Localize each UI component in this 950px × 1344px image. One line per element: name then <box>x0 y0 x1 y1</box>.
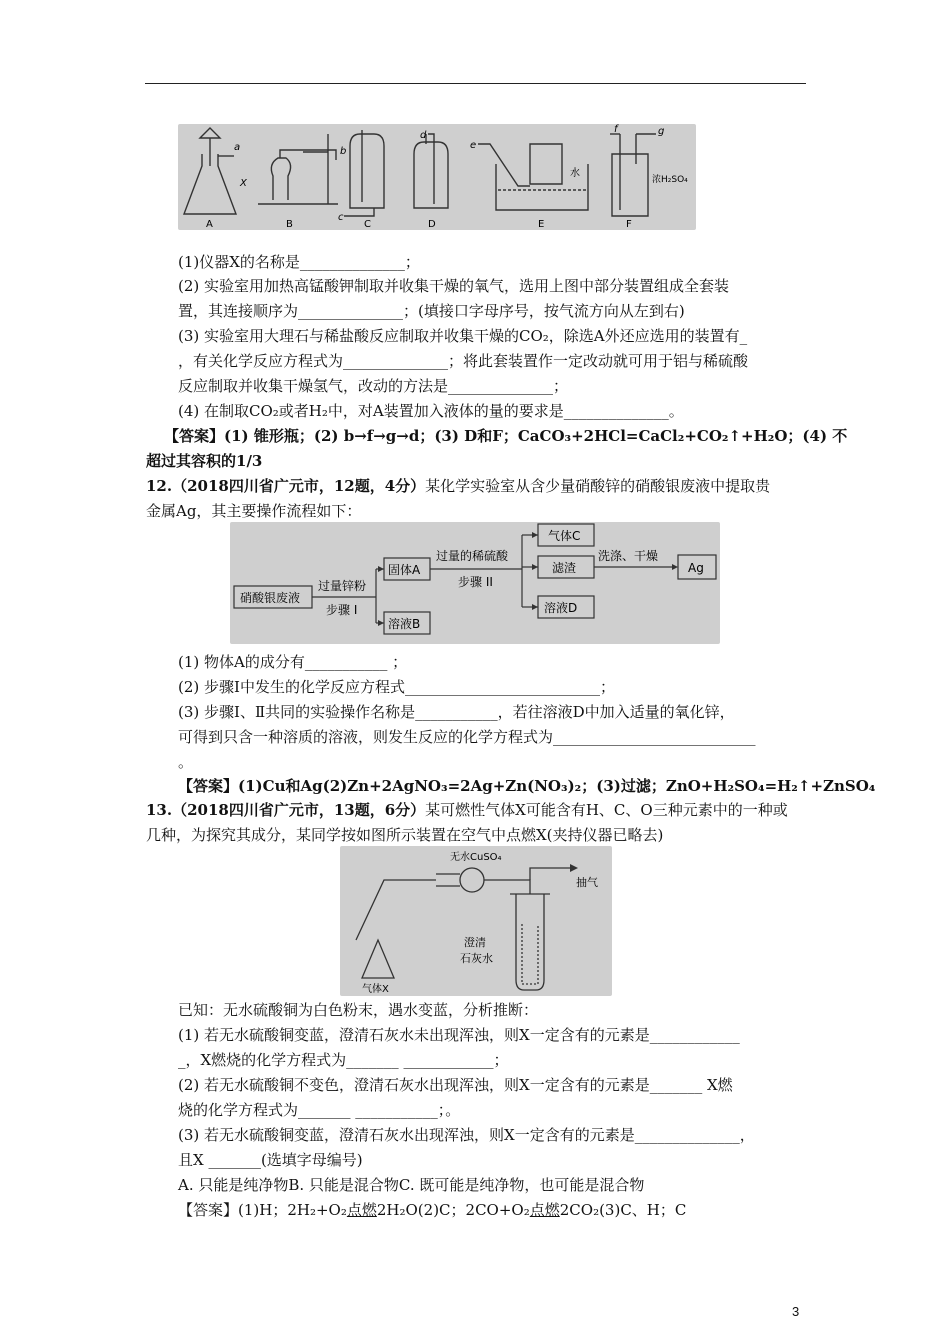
q13-part2-line2: 烧的化学方程式为_______ ___________；。 <box>178 1101 461 1119</box>
label-E: E <box>538 219 545 230</box>
q13-source: 13.（2018四川省广元市，13题，6分） <box>146 801 426 819</box>
q11-answer-line1: 【答案】(1) 锥形瓶；(2) b→f→g→d；(3) D和F；CaCO₃+2HCl=CaCl₂+CO₂↑+H₂O；(4) 不 <box>164 427 848 445</box>
q13-stem: 某可燃性气体X可能含有H、C、O三种元素中的一种或 <box>425 801 788 819</box>
q11-part1: (1)仪器X的名称是______________； <box>178 253 420 271</box>
q13-part3-line1: (3) 若无水硫酸铜变蓝，澄清石灰水出现浑浊，则X一定含有的元素是______________， <box>178 1126 755 1144</box>
label-A: A <box>206 219 213 230</box>
q13-known: 已知：无水硫酸铜为白色粉末，遇水变蓝，分析推断： <box>178 1001 539 1019</box>
label-C: C <box>364 219 371 230</box>
page-number: 3 <box>792 1304 800 1319</box>
q11-part3-line2: ，有关化学反应方程式为______________；将此套装置作一定改动就可用于铝与稀硫酸 <box>178 352 749 370</box>
q11-part4: (4) 在制取CO₂或者H₂中，对A装置加入液体的量的要求是______________。 <box>178 402 684 420</box>
flow-reagent1: 过量锌粉 <box>318 579 367 593</box>
port-d: d <box>420 130 427 141</box>
q13-part2-line1: (2) 若无水硫酸铜不变色，澄清石灰水出现浑浊，则X一定含有的元素是_______ X燃 <box>178 1076 733 1094</box>
combustion-figure <box>340 846 612 996</box>
combustion-diagram <box>340 846 612 996</box>
label-F: F <box>626 219 632 230</box>
port-b: b <box>340 146 347 157</box>
flow-gas-c: 气体C <box>548 529 581 543</box>
port-a: a <box>234 142 241 153</box>
flow-start: 硝酸银废液 <box>240 591 301 605</box>
limewater-label-2: 石灰水 <box>460 952 493 965</box>
port-g: g <box>658 126 665 137</box>
q12-part3-line2: 可得到只含一种溶质的溶液，则发生反应的化学方程式为___________________________ <box>178 728 756 746</box>
flowchart-diagram <box>230 522 720 644</box>
q13-answer-part2: 2H₂O(2)C；2CO+O₂ <box>376 1201 530 1219</box>
label-B: B <box>286 219 293 230</box>
flow-wash: 洗涤、干燥 <box>598 549 659 563</box>
q13-heading <box>146 800 788 820</box>
q12-answer: 【答案】(1)Cu和Ag(2)Zn+2AgNO₃=2Ag+Zn(NO₃)₂；(3)过滤；ZnO+H₂SO₄=H₂↑+ZnSO₄ <box>178 777 876 795</box>
cuso4-label: 无水CuSO₄ <box>450 852 502 863</box>
q12-part1: (1) 物体A的成分有___________ ； <box>178 653 408 671</box>
port-f: f <box>614 124 618 135</box>
apparatus-diagram <box>178 124 696 230</box>
pump-label: 抽气 <box>576 876 598 889</box>
q11-part3-line3: 反应制取并收集干燥氢气，改动的方法是______________； <box>178 377 569 395</box>
flow-step2: 步骤 II <box>458 575 493 589</box>
vessel-x-label: X <box>240 178 247 189</box>
q13-answer <box>178 1200 686 1220</box>
flow-reagent2: 过量的稀硫酸 <box>436 549 509 563</box>
q13-answer-part1: 【答案】(1)H；2H₂+O₂ <box>178 1201 347 1219</box>
acid-label: 浓H₂SO₄ <box>652 175 688 185</box>
port-e: e <box>470 140 477 151</box>
limewater-label-1: 澄清 <box>464 936 486 949</box>
q12-stem-line2: 金属Ag，其主要操作流程如下： <box>146 502 362 520</box>
q13-answer-part3: 2CO₂(3)C、H；C <box>559 1201 687 1219</box>
q13-stem-line2: 几种，为探究其成分，某同学按如图所示装置在空气中点燃X(夹持仪器已略去) <box>146 826 664 844</box>
q11-part2-line1: (2) 实验室用加热高锰酸钾制取并收集干燥的氧气，选用上图中部分装置组成全套装 <box>178 277 730 295</box>
q13-part1-line1: (1) 若无水硫酸铜变蓝，澄清石灰水未出现浑浊，则X一定含有的元素是____________ <box>178 1026 740 1044</box>
q11-answer-line2: 超过其容积的1/3 <box>146 452 263 470</box>
q13-options: A. 只能是纯净物B. 只能是混合物C. 既可能是纯净物，也可能是混合物 <box>178 1176 645 1194</box>
flow-product: Ag <box>688 561 704 575</box>
flow-residue: 滤渣 <box>552 561 577 575</box>
flow-solid-a: 固体A <box>388 563 421 577</box>
q12-part2: (2) 步骤Ⅰ中发生的化学反应方程式__________________________； <box>178 678 615 696</box>
label-D: D <box>428 219 436 230</box>
gas-x-label: 气体X <box>362 984 389 995</box>
q12-part3-line1: (3) 步骤Ⅰ、Ⅱ共同的实验操作名称是___________，若往溶液D中加入适量的氧化锌， <box>178 703 735 721</box>
flow-solution-b: 溶液B <box>388 617 421 631</box>
port-c: c <box>338 212 344 223</box>
q13-part3-line2: 且X _______(选填字母编号) <box>178 1151 363 1169</box>
q12-source: 12.（2018四川省广元市，12题，4分） <box>146 477 426 495</box>
q11-part2-line2: 置，其连接顺序为______________；(填接口字母序号，按气流方向从左到右) <box>178 302 685 320</box>
flow-step1: 步骤 I <box>326 603 358 617</box>
q12-heading <box>146 476 770 496</box>
flow-solution-d: 溶液D <box>544 601 578 615</box>
q11-part3-line1: (3) 实验室用大理石与稀盐酸反应制取并收集干燥的CO₂，除选A外还应选用的装置有_ <box>178 327 748 345</box>
header-rule <box>145 83 806 84</box>
water-label: 水 <box>570 168 580 179</box>
q13-part1-line2: _，X燃烧的化学方程式为_______ ____________； <box>178 1051 509 1069</box>
q13-answer-condition1: 点燃 <box>346 1201 377 1219</box>
q12-stem: 某化学实验室从含少量硝酸锌的硝酸银废液中提取贵 <box>425 477 771 495</box>
apparatus-figure <box>178 124 696 230</box>
q12-part3-line3: 。 <box>178 753 194 771</box>
flowchart-figure <box>230 522 720 644</box>
q13-answer-condition2: 点燃 <box>529 1201 560 1219</box>
